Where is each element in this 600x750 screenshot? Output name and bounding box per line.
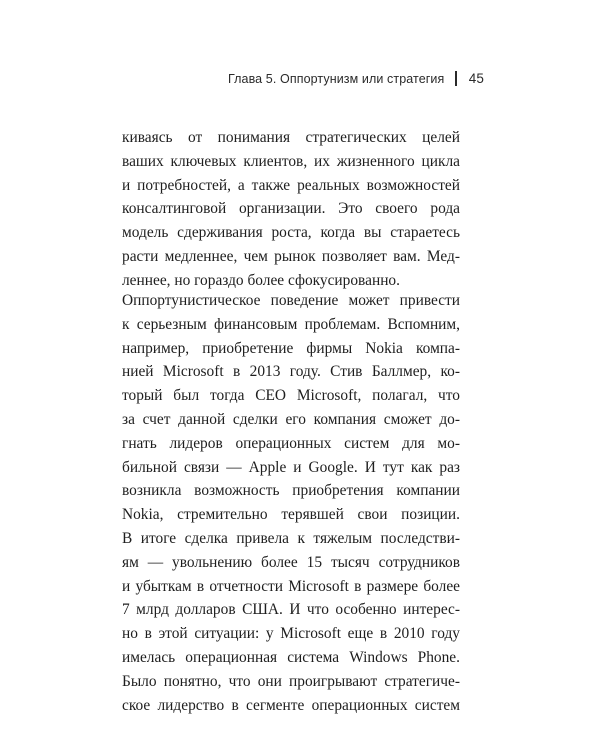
chapter-title: Глава 5. Оппортунизм или стратегия (227, 71, 445, 86)
text-line: консалтинговой организации. Это своего рода (122, 200, 460, 218)
text-line: Оппортунистическое поведение может привести (122, 292, 460, 309)
text-line: но в этой ситуации: у Microsoft еще в 2010 году (122, 625, 460, 643)
text-line: имелась операционная система Windows Phone. (122, 648, 460, 666)
text-line: ваших ключевых клиентов, их жизненного цикла (122, 152, 460, 170)
header-separator (455, 71, 456, 86)
text-line: за счет данной сделки его компания сможет до- (122, 410, 460, 428)
text-line: расти медленнее, чем рынок позволяет вам. Мед- (122, 247, 460, 265)
text-line: киваясь от понимания стратегических целей (122, 129, 460, 146)
text-line: к серьезным финансовым проблемам. Вспомним, (122, 315, 460, 333)
text-line: нией Microsoft в 2013 году. Стив Баллмер, ко- (122, 363, 460, 381)
text-line: и убыткам в отчетности Microsoft в размере более (122, 577, 460, 595)
text-line: В итоге сделка привела к тяжелым последстви- (122, 529, 460, 547)
running-head (228, 71, 484, 86)
text-line: гнать лидеров операционных систем для мо- (122, 434, 460, 452)
text-line: Было понятно, что они проигрывают стратегиче- (122, 672, 460, 690)
text-line: Nokia, стремительно терявшей свои позиции. (122, 506, 460, 524)
text-line: модель сдерживания роста, когда вы стараетесь (122, 224, 460, 242)
paragraph-2 (122, 289, 460, 717)
text-line: возникла возможность приобретения компании (122, 482, 460, 500)
text-line: торый был тогда CEO Microsoft, полагал, что (122, 387, 460, 405)
page-number: 45 (468, 71, 484, 86)
text-line: например, приобретение фирмы Nokia компа- (122, 339, 460, 357)
text-line: 7 млрд долларов США. И что особенно интерес- (122, 601, 460, 619)
text-line: ям — увольнению более 15 тысяч сотрудников (122, 553, 460, 571)
text-line: и потребностей, а также реальных возможностей (122, 176, 460, 194)
text-line: леннее, но гораздо более сфокусированно. (122, 271, 400, 289)
text-line: ское лидерство в сегменте операционных систем (122, 696, 460, 714)
text-line: бильной связи — Apple и Google. И тут как раз (122, 458, 460, 476)
paragraph-1 (122, 126, 460, 293)
